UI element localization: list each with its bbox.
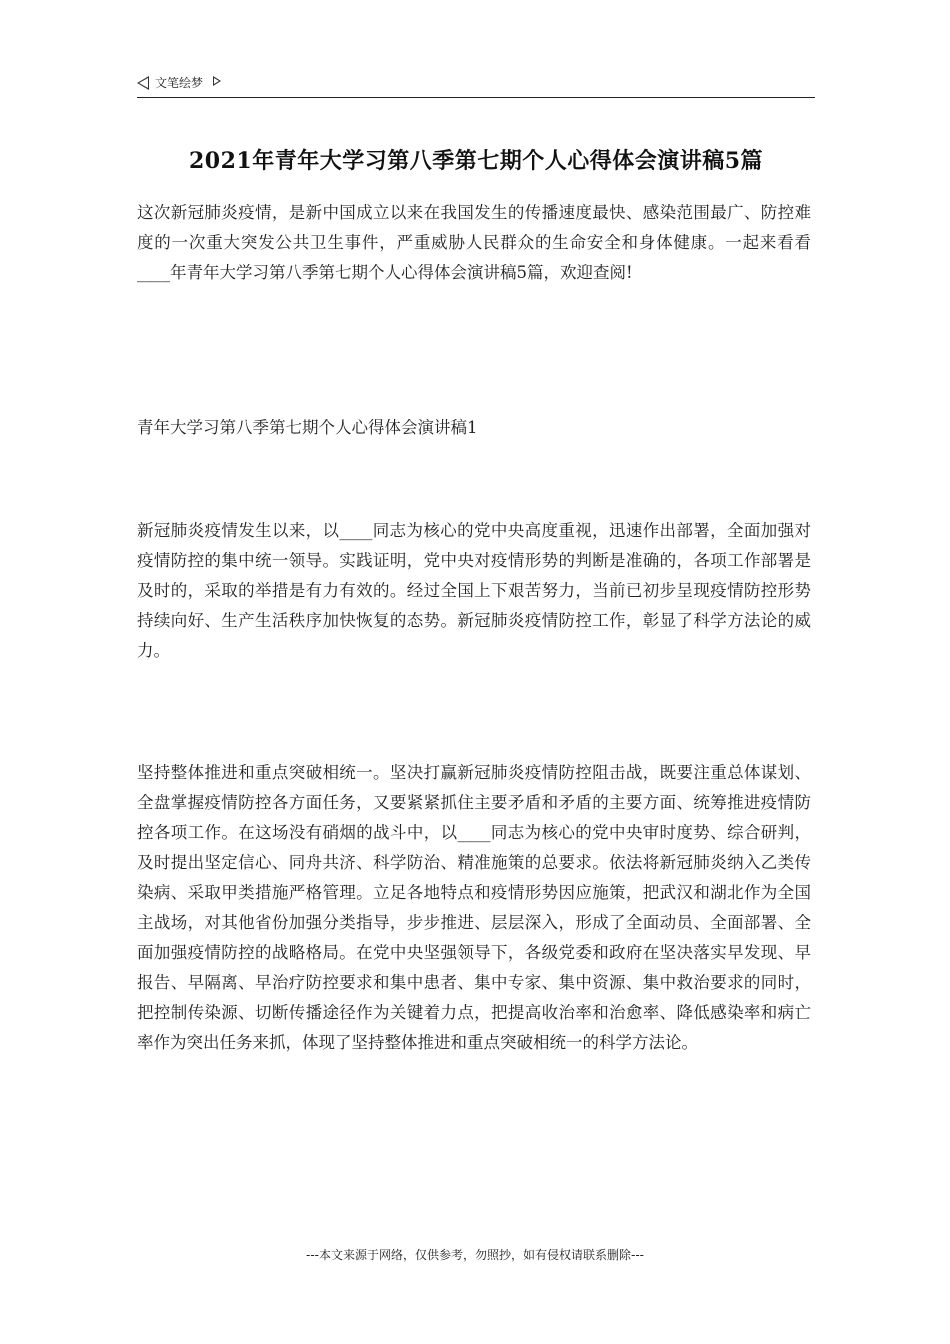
body-paragraph-1: 新冠肺炎疫情发生以来，以____同志为核心的党中央高度重视，迅速作出部署，全面加强对疫情防控的集中统一领导。实践证明，党中央对疫情形势的判断是准确的，各项工作部署是及时的，采取的举措是有力有效的。经过全国上下艰苦努力，当前已初步呈现疫情防控形势持续向好、生产生活秩序加快恢复的态势。新冠肺炎疫情防控工作，彰显了科学方法论的威力。 <box>137 521 811 660</box>
body-paragraph-2: 坚持整体推进和重点突破相统一。坚决打赢新冠肺炎疫情防控阻击战，既要注重总体谋划、全盘掌握疫情防控各方面任务，又要紧紧抓住主要矛盾和矛盾的主要方面、统筹推进疫情防控各项工作。在这场没有硝烟的战斗中，以____同志为核心的党中央审时度势、综合研判，及时提出坚定信心、同舟共济、科学防治、精准施策的总要求。依法将新冠肺炎纳入乙类传染病、采取甲类措施严格管理。立足各地特点和疫情形势因应施策，把武汉和湖北作为全国主战场，对其他省份加强分类指导，步步推进、层层深入，形成了全面动员、全面部署、全面加强疫情防控的战略格局。在党中央坚强领导下，各级党委和政府在坚决落实早发现、早报告、早隔离、早治疗防控要求和集中患者、集中专家、集中资源、集中救治要求的同时，把控制传染源、切断传播途径作为关键着力点，把提高收治率和治愈率、降低感染率和病亡率作为突出任务来抓，体现了坚持整体推进和重点突破相统一的科学方法论。 <box>137 763 811 1052</box>
document-title: 2021年青年大学习第八季第七期个人心得体会演讲稿5篇 <box>188 148 764 174</box>
header-brand: 文笔绘梦 <box>155 76 204 90</box>
header-brand-row <box>137 74 815 91</box>
triangle-left-icon <box>137 76 149 90</box>
page-header <box>137 74 815 98</box>
intro-paragraph: 这次新冠肺炎疫情，是新中国成立以来在我国发生的传播速度最快、感染范围最广、防控难度的一次重大突发公共卫生事件，严重威胁人民群众的生命安全和身体健康。一起来看看____年青年大学习第八季第七期个人心得体会演讲稿5篇，欢迎查阅! <box>137 203 811 282</box>
page-footer-note: ---本文来源于网络，仅供参考，勿照抄，如有侵权请联系删除--- <box>306 1248 644 1262</box>
triangle-right-icon <box>213 76 221 86</box>
header-divider <box>137 97 815 98</box>
section-heading: 青年大学习第八季第七期个人心得体会演讲稿1 <box>137 418 478 437</box>
